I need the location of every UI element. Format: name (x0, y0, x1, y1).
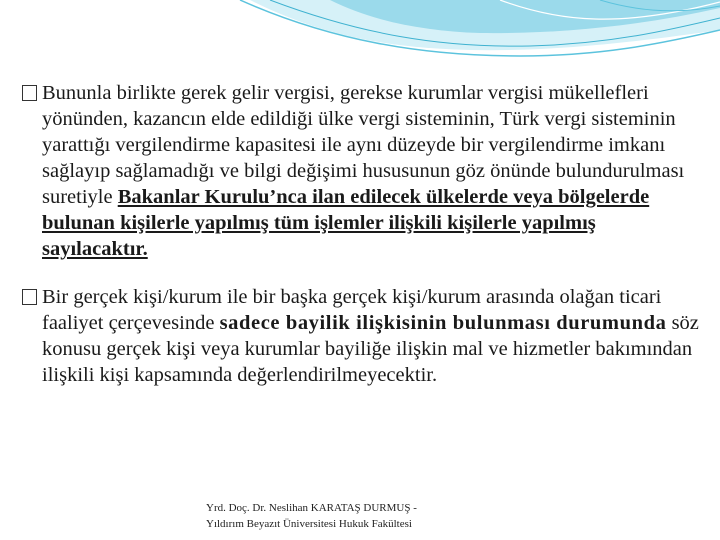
footer-author: Yrd. Doç. Dr. Neslihan KARATAŞ DURMUŞ - (206, 502, 417, 514)
paragraph-1 (22, 80, 704, 262)
slide-body (22, 80, 704, 388)
footer-institution: Yıldırım Beyazıt Üniversitesi Hukuk Fakültesi (206, 518, 412, 530)
paragraph-2-text-after: söz konusu gerçek kişi veya kurumlar bayiliğe ilişkin mal ve hizmetler bakımından ilişkili kişi kapsamında değerlendirilmeyecektir. (42, 312, 699, 386)
paragraph-1-emphasis: Bakanlar Kurulu’nca ilan edilecek ülkelerde veya bölgelerde bulunan kişilerle yapılmış tüm işlemler ilişkili kişilerle yapılmış sayılacaktır. (42, 186, 650, 260)
paragraph-2-text-before: Bir gerçek kişi/kurum ile bir başka gerçek kişi/kurum arasında olağan ticari faaliyet çerçevesinde (42, 286, 662, 334)
paragraph-2-emphasis: sadece bayilik ilişkisinin bulunması durumunda (219, 312, 667, 334)
bullet-box-icon (22, 85, 37, 101)
footer-credit (206, 500, 417, 532)
paragraph-2 (22, 284, 704, 388)
bullet-box-icon (22, 289, 37, 305)
decorative-wave-header (0, 0, 720, 80)
paragraph-1-text: Bununla birlikte gerek gelir vergisi, gerekse kurumlar vergisi mükellefleri yönünden, kazancın elde edildiği ülke vergi sisteminin, Türk vergi sisteminin yarattığı vergilendirme kapasitesi ile aynı düzeyde bir vergilendirme imkanı sağlayıp sağlamadığı ve bilgi değişimi hususunun göz önünde bulundurulması suretiyle (42, 82, 685, 208)
